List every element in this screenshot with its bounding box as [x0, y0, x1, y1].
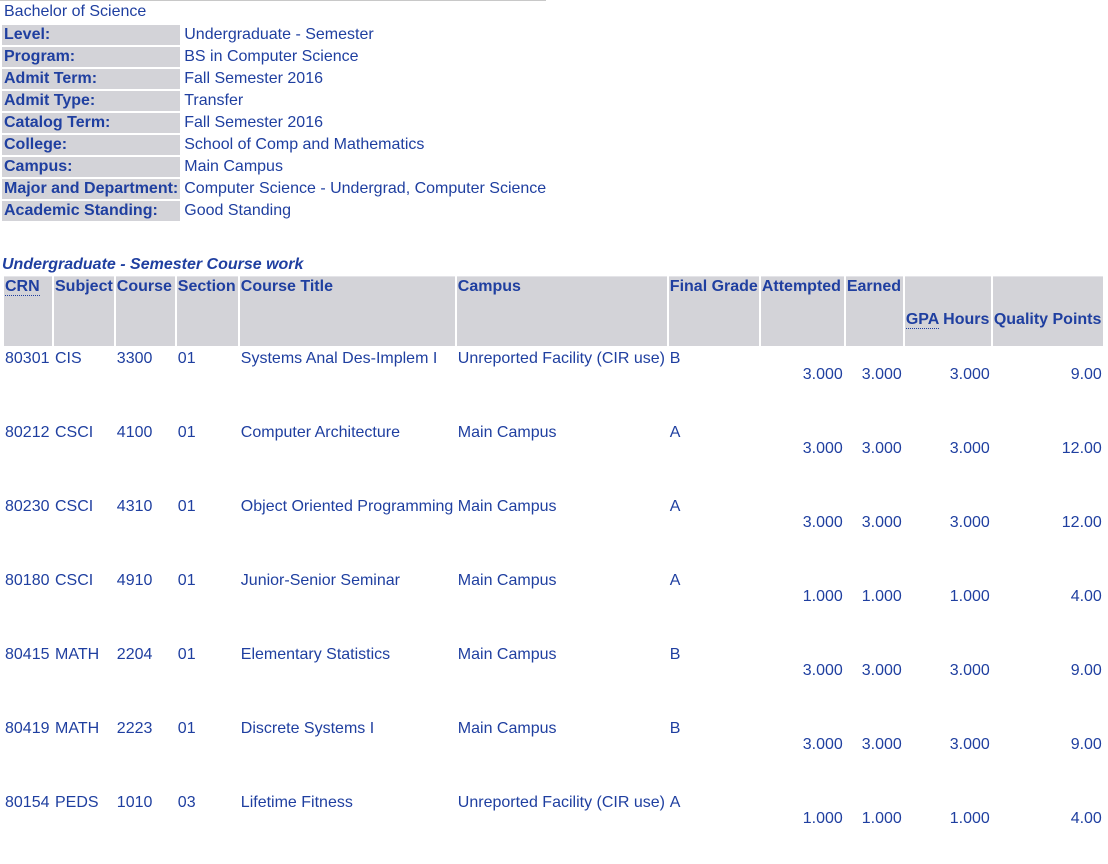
subject-header: Subject [54, 276, 114, 346]
info-row [2, 113, 548, 133]
campus-cell: Main Campus [457, 720, 557, 737]
attempted-hours-cell: 3.000 [802, 366, 843, 383]
attempted-header: Attempted [761, 276, 844, 346]
attempted-hours-cell: 3.000 [802, 440, 843, 457]
subject-cell: PEDS [55, 794, 99, 811]
quality-points-cell: 12.00 [1061, 440, 1102, 457]
subject-cell: CSCI [55, 424, 94, 441]
attempted-hours-cell: 1.000 [802, 588, 843, 605]
info-label: Academic Standing: [2, 201, 180, 221]
campus-cell: Unreported Facility (CIR use) [457, 350, 665, 367]
quality-points-header: Quality Points [993, 276, 1103, 346]
quality-points-cell: 9.00 [1070, 366, 1102, 383]
gpa-abbr: GPA [905, 311, 939, 328]
info-row [2, 179, 548, 199]
course-row [4, 716, 1103, 790]
crn-cell: 80230 [5, 498, 50, 515]
campus-cell: Unreported Facility (CIR use) [457, 794, 665, 811]
final-grade-cell: A [669, 794, 681, 811]
final-grade-cell: B [669, 646, 681, 663]
info-label: Level: [2, 25, 180, 45]
subject-cell: CSCI [55, 572, 94, 589]
crn-cell: 80180 [5, 572, 50, 589]
info-row [2, 135, 548, 155]
info-value: Computer Science - Undergrad, Computer Science [184, 180, 547, 197]
gpa-hours-cell: 3.000 [949, 736, 990, 753]
course-row [4, 494, 1103, 568]
attempted-hours-cell: 3.000 [802, 736, 843, 753]
final-grade-cell: A [669, 572, 681, 589]
crn-cell: 80415 [5, 646, 50, 663]
course-number-cell: 4910 [116, 572, 153, 589]
quality-points-cell: 4.00 [1070, 810, 1102, 827]
course-number-cell: 2204 [116, 646, 153, 663]
section-cell: 03 [177, 794, 196, 811]
course-row [4, 568, 1103, 642]
section-cell: 01 [177, 350, 196, 367]
top-divider [0, 0, 546, 1]
coursework-header-row [4, 276, 1103, 346]
earned-hours-cell: 1.000 [861, 588, 902, 605]
crn-cell: 80419 [5, 720, 50, 737]
gpa-hours-label: Hours [938, 311, 990, 328]
info-row [2, 47, 548, 67]
course-title-cell: Computer Architecture [240, 424, 400, 441]
info-value: Undergraduate - Semester [184, 26, 374, 43]
gpa-hours-cell: 3.000 [949, 662, 990, 679]
info-row [2, 201, 548, 221]
subject-cell: CSCI [55, 498, 94, 515]
info-value: School of Comp and Mathematics [184, 136, 425, 153]
course-number-cell: 4310 [116, 498, 153, 515]
course-title-cell: Lifetime Fitness [240, 794, 353, 811]
earned-hours-cell: 3.000 [861, 366, 902, 383]
course-row [4, 790, 1103, 864]
campus-header: Campus [457, 276, 667, 346]
crn-header [4, 276, 52, 346]
info-row [2, 157, 548, 177]
crn-abbr: CRN [5, 278, 40, 295]
attempted-hours-cell: 3.000 [802, 662, 843, 679]
campus-cell: Main Campus [457, 498, 557, 515]
info-value: Fall Semester 2016 [184, 114, 323, 131]
earned-hours-cell: 1.000 [861, 810, 902, 827]
section-cell: 01 [177, 572, 196, 589]
info-row [2, 91, 548, 111]
subject-cell: MATH [55, 720, 100, 737]
course-number-cell: 1010 [116, 794, 153, 811]
section-cell: 01 [177, 720, 196, 737]
info-value: Good Standing [184, 202, 291, 219]
subject-cell: MATH [55, 646, 100, 663]
earned-hours-cell: 3.000 [861, 514, 902, 531]
gpa-hours-cell: 3.000 [949, 514, 990, 531]
attempted-hours-cell: 1.000 [802, 810, 843, 827]
info-row [2, 25, 548, 45]
course-title-cell: Systems Anal Des-Implem I [240, 350, 438, 367]
subject-cell: CIS [55, 350, 82, 367]
earned-hours-cell: 3.000 [861, 440, 902, 457]
campus-cell: Main Campus [457, 424, 557, 441]
info-row [2, 69, 548, 89]
gpa-hours-cell: 1.000 [949, 588, 990, 605]
course-title-cell: Junior-Senior Seminar [240, 572, 400, 589]
degree-title: Bachelor of Science [4, 3, 147, 20]
course-row [4, 420, 1103, 494]
section-cell: 01 [177, 424, 196, 441]
gpa-hours-header [905, 276, 991, 346]
info-label: Major and Department: [4, 180, 179, 197]
course-header: Course [116, 276, 175, 346]
earned-hours-cell: 3.000 [861, 736, 902, 753]
gpa-hours-cell: 1.000 [949, 810, 990, 827]
course-number-cell: 2223 [116, 720, 153, 737]
course-row [4, 346, 1103, 420]
quality-points-cell: 4.00 [1070, 588, 1102, 605]
final-grade-cell: B [669, 720, 681, 737]
info-label: Catalog Term: [2, 113, 180, 133]
campus-cell: Main Campus [457, 572, 557, 589]
section-header: Section [177, 276, 238, 346]
campus-cell: Main Campus [457, 646, 557, 663]
section-cell: 01 [177, 646, 196, 663]
section-cell: 01 [177, 498, 196, 515]
earned-header: Earned [846, 276, 903, 346]
final-grade-cell: A [669, 498, 681, 515]
course-number-cell: 4100 [116, 424, 153, 441]
info-value: Fall Semester 2016 [184, 70, 323, 87]
crn-cell: 80154 [5, 794, 50, 811]
course-title-cell: Discrete Systems I [240, 720, 375, 737]
crn-cell: 80212 [5, 424, 50, 441]
earned-hours-cell: 3.000 [861, 662, 902, 679]
info-label: Program: [2, 47, 180, 67]
coursework-table [2, 276, 1105, 864]
quality-points-cell: 9.00 [1070, 662, 1102, 679]
coursework-title: Undergraduate - Semester Course work [2, 256, 304, 273]
info-label: Campus: [2, 157, 180, 177]
gpa-hours-cell: 3.000 [949, 440, 990, 457]
course-title-cell: Object Oriented Programming [240, 498, 454, 515]
crn-cell: 80301 [5, 350, 50, 367]
final-grade-cell: B [669, 350, 681, 367]
info-value: Transfer [184, 92, 244, 109]
quality-points-cell: 12.00 [1061, 514, 1102, 531]
info-value: BS in Computer Science [184, 48, 359, 65]
course-number-cell: 3300 [116, 350, 153, 367]
info-label: College: [2, 135, 180, 155]
attempted-hours-cell: 3.000 [802, 514, 843, 531]
final-grade-cell: A [669, 424, 681, 441]
course-title-cell: Elementary Statistics [240, 646, 391, 663]
curriculum-info-table [2, 23, 548, 223]
course-title-header: Course Title [240, 276, 455, 346]
quality-points-cell: 9.00 [1070, 736, 1102, 753]
final-grade-header: Final Grade [669, 276, 759, 346]
info-label: Admit Term: [2, 69, 180, 89]
info-label: Admit Type: [2, 91, 180, 111]
info-value: Main Campus [184, 158, 283, 175]
course-row [4, 642, 1103, 716]
gpa-hours-cell: 3.000 [949, 366, 990, 383]
